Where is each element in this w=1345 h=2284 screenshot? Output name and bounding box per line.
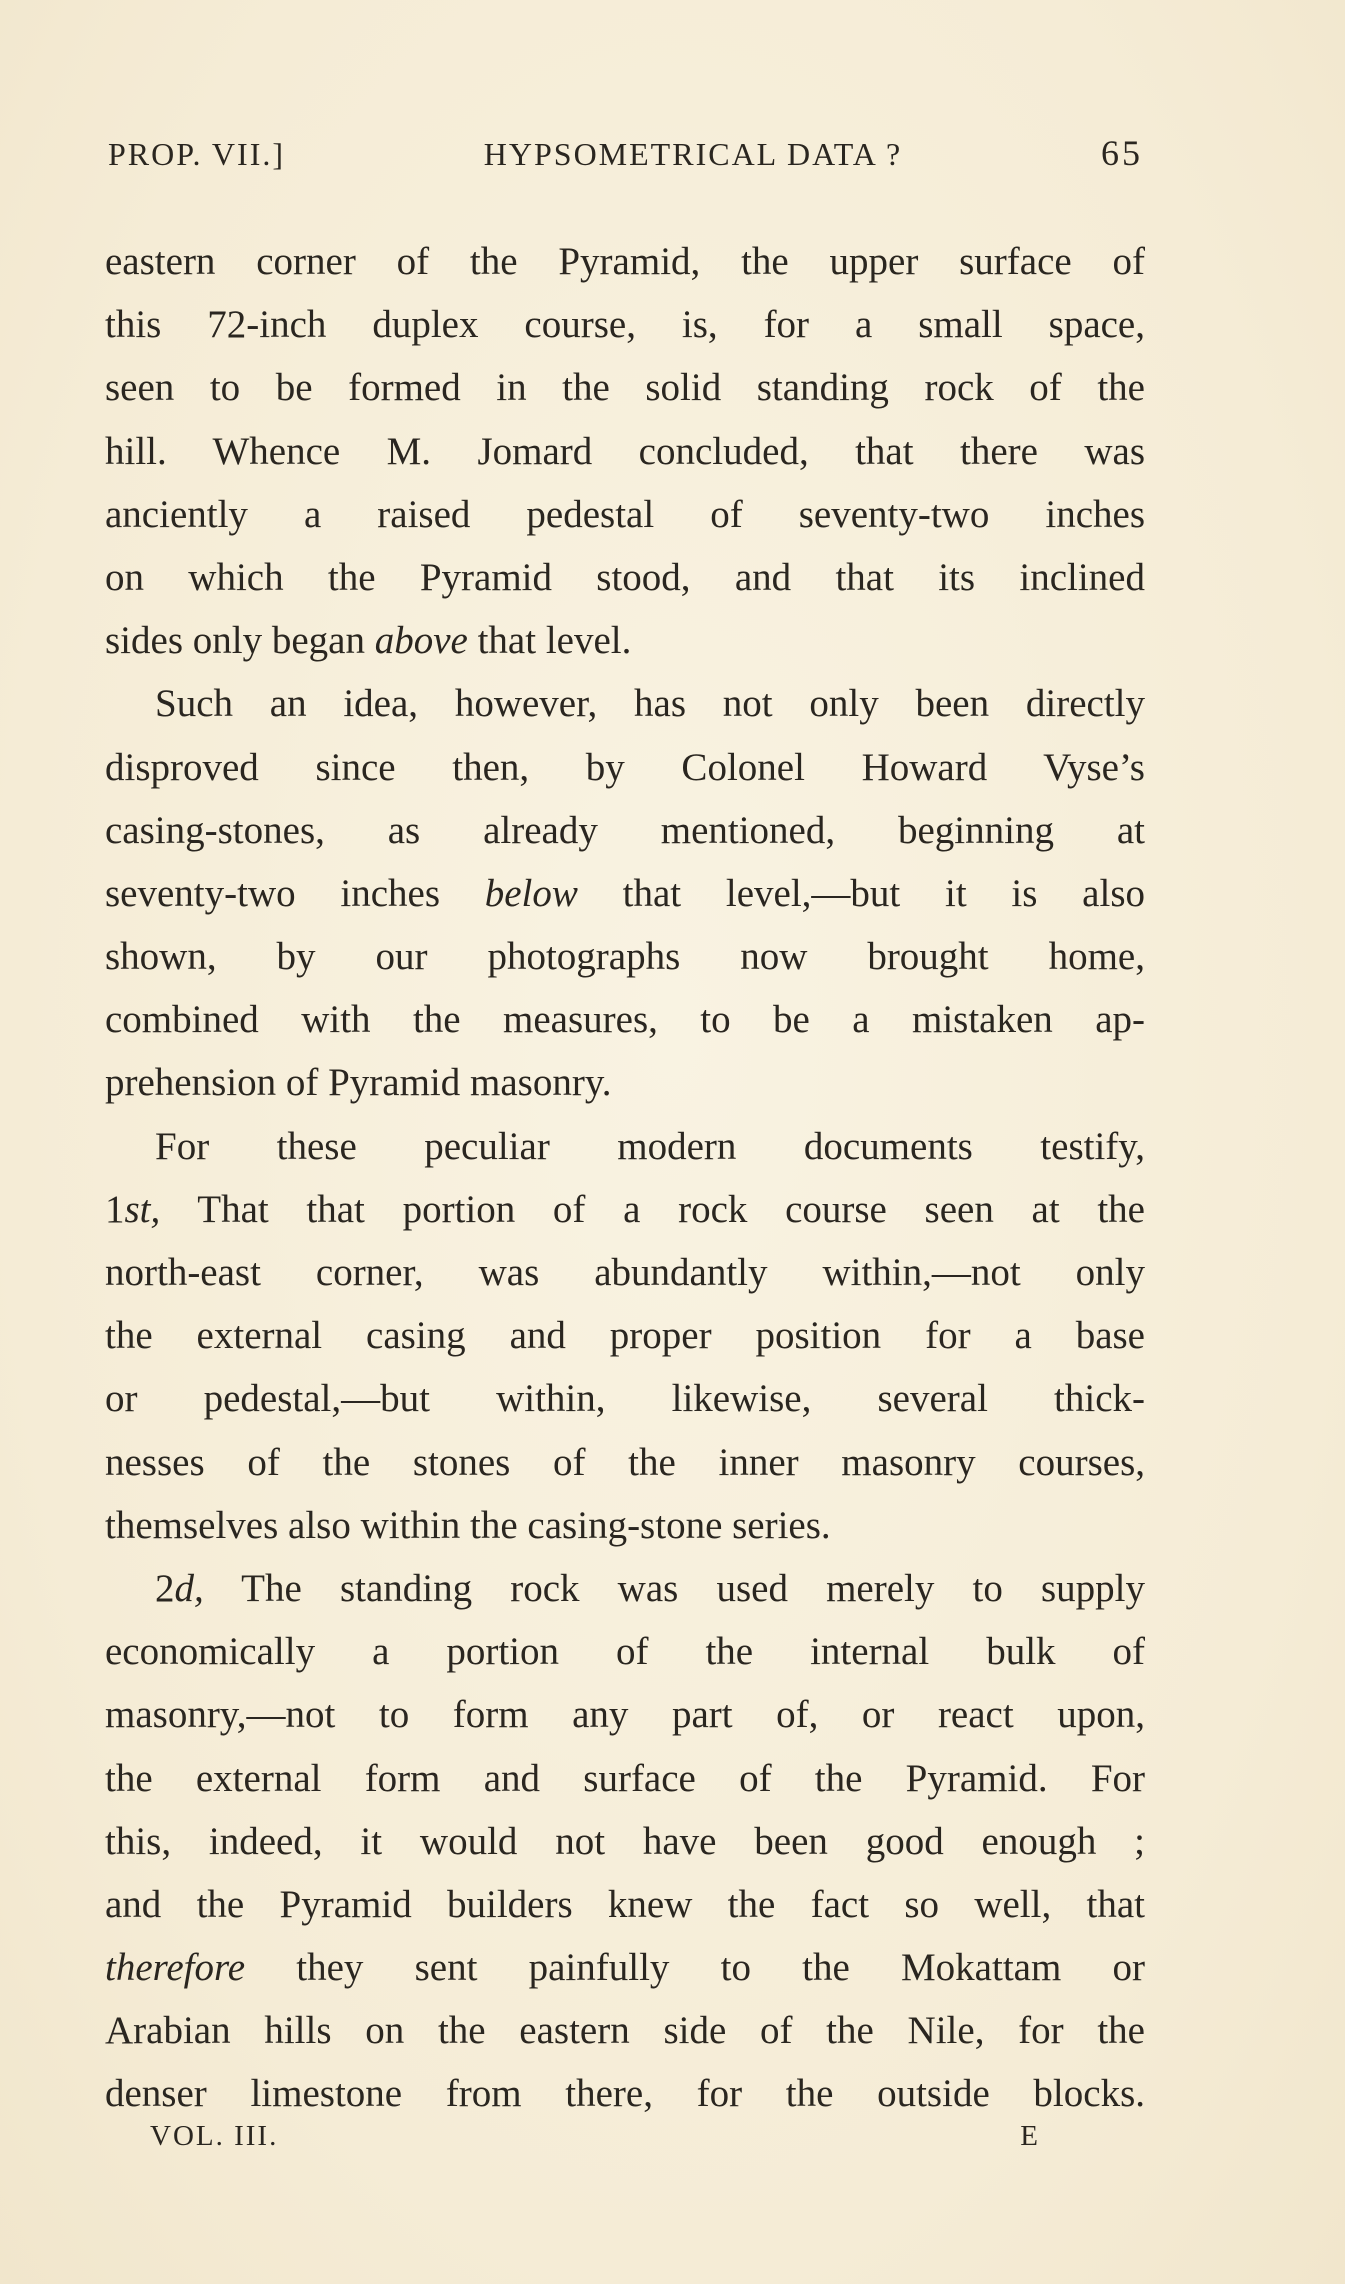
running-title: HYPSOMETRICAL DATA ? xyxy=(483,136,903,172)
text-line xyxy=(105,988,1145,1051)
text-segment: eastern corner of the Pyramid, the upper surface of xyxy=(105,240,1145,283)
text-segment: disproved since then, by Colonel Howard Vyse’s xyxy=(105,745,1145,789)
text-segment: casing-stones, as already mentioned, beginning at xyxy=(105,808,1145,852)
italic-text: st, xyxy=(124,1187,161,1231)
volume-signature: VOL. III. xyxy=(150,2120,279,2152)
italic-text: above xyxy=(374,619,468,663)
text-segment: the external form and surface of the Pyramid. For xyxy=(105,1756,1145,1800)
text-line xyxy=(105,1873,1145,1936)
text-line xyxy=(105,420,1145,483)
text-line xyxy=(105,230,1145,293)
text-line xyxy=(105,862,1145,925)
text-segment: shown, by our photographs now brought home, xyxy=(105,935,1145,979)
text-line xyxy=(105,1178,1145,1241)
text-segment: prehension of Pyramid masonry. xyxy=(105,1061,612,1105)
text-segment: that level. xyxy=(467,619,632,663)
text-line xyxy=(105,925,1145,988)
text-line xyxy=(105,1747,1145,1810)
italic-text: below xyxy=(484,871,578,915)
text-segment: 1 xyxy=(105,1187,125,1231)
text-line xyxy=(105,1810,1145,1873)
text-segment: this 72-inch duplex course, is, for a small space, xyxy=(105,303,1145,347)
text-line xyxy=(105,546,1145,609)
text-segment: seventy-two inches xyxy=(105,871,485,915)
text-segment: hill. Whence M. Jomard concluded, that there was xyxy=(105,429,1145,473)
text-segment: denser limestone from there, for the outside blocks. xyxy=(105,2072,1145,2116)
text-line xyxy=(105,1494,1145,1557)
text-segment: themselves also within the casing-stone series. xyxy=(105,1503,831,1547)
text-segment: sides only began xyxy=(105,619,375,663)
text-segment: For these peculiar modern documents testify, xyxy=(155,1124,1145,1168)
text-segment: and the Pyramid builders knew the fact so well, that xyxy=(105,1882,1145,1926)
text-segment: north-east corner, was abundantly within,—not only xyxy=(105,1251,1145,1294)
text-segment: that level,—but it is also xyxy=(577,871,1145,915)
text-segment: the external casing and proper position for a base xyxy=(105,1314,1145,1358)
text-line xyxy=(105,799,1145,862)
section-reference: PROP. VII.] xyxy=(108,136,285,172)
page-number: 65 xyxy=(1100,133,1143,173)
text-line xyxy=(105,1115,1145,1178)
text-segment: combined with the measures, to be a mistaken ap- xyxy=(105,998,1145,1042)
text-line xyxy=(105,1620,1145,1683)
text-segment: they sent painfully to the Mokattam or xyxy=(245,1946,1145,1990)
text-segment: 2 xyxy=(155,1566,175,1610)
text-segment: Arabian hills on the eastern side of the Nile, for the xyxy=(105,2009,1145,2053)
text-segment: or pedestal,—but within, likewise, several thick- xyxy=(105,1377,1145,1421)
italic-text: d, xyxy=(174,1566,204,1610)
text-line xyxy=(105,1683,1145,1746)
text-line xyxy=(105,356,1145,419)
text-segment: masonry,—not to form any part of, or react upon, xyxy=(105,1693,1145,1737)
text-line xyxy=(105,293,1145,356)
text-segment: this, indeed, it would not have been good enough ; xyxy=(105,1819,1145,1863)
text-segment: The standing rock was used merely to supply xyxy=(203,1566,1145,1610)
text-segment: Such an idea, however, has not only been directly xyxy=(155,682,1145,726)
text-line xyxy=(105,1051,1145,1114)
text-line xyxy=(105,2062,1145,2125)
text-line xyxy=(105,1367,1145,1430)
text-line xyxy=(105,609,1145,672)
text-line xyxy=(105,1557,1145,1620)
body-text xyxy=(105,230,1145,2126)
text-line xyxy=(105,1241,1145,1304)
text-line xyxy=(105,672,1145,735)
text-line xyxy=(105,1999,1145,2062)
text-line xyxy=(105,483,1145,546)
italic-text: therefore xyxy=(105,1946,246,1990)
running-head xyxy=(108,132,1143,182)
text-segment: anciently a raised pedestal of seventy-two inches xyxy=(105,492,1145,536)
text-line xyxy=(105,736,1145,799)
page-footer xyxy=(150,2120,1040,2153)
text-segment: That that portion of a rock course seen at the xyxy=(160,1187,1145,1231)
text-segment: on which the Pyramid stood, and that its inclined xyxy=(105,555,1145,599)
text-line xyxy=(105,1304,1145,1367)
text-segment: economically a portion of the internal bulk of xyxy=(105,1630,1145,1674)
text-line xyxy=(105,1431,1145,1494)
text-segment: seen to be formed in the solid standing rock of the xyxy=(105,366,1145,410)
text-line xyxy=(105,1936,1145,1999)
text-segment: nesses of the stones of the inner masonry courses, xyxy=(105,1440,1145,1484)
gathering-mark: E xyxy=(1020,2120,1040,2152)
